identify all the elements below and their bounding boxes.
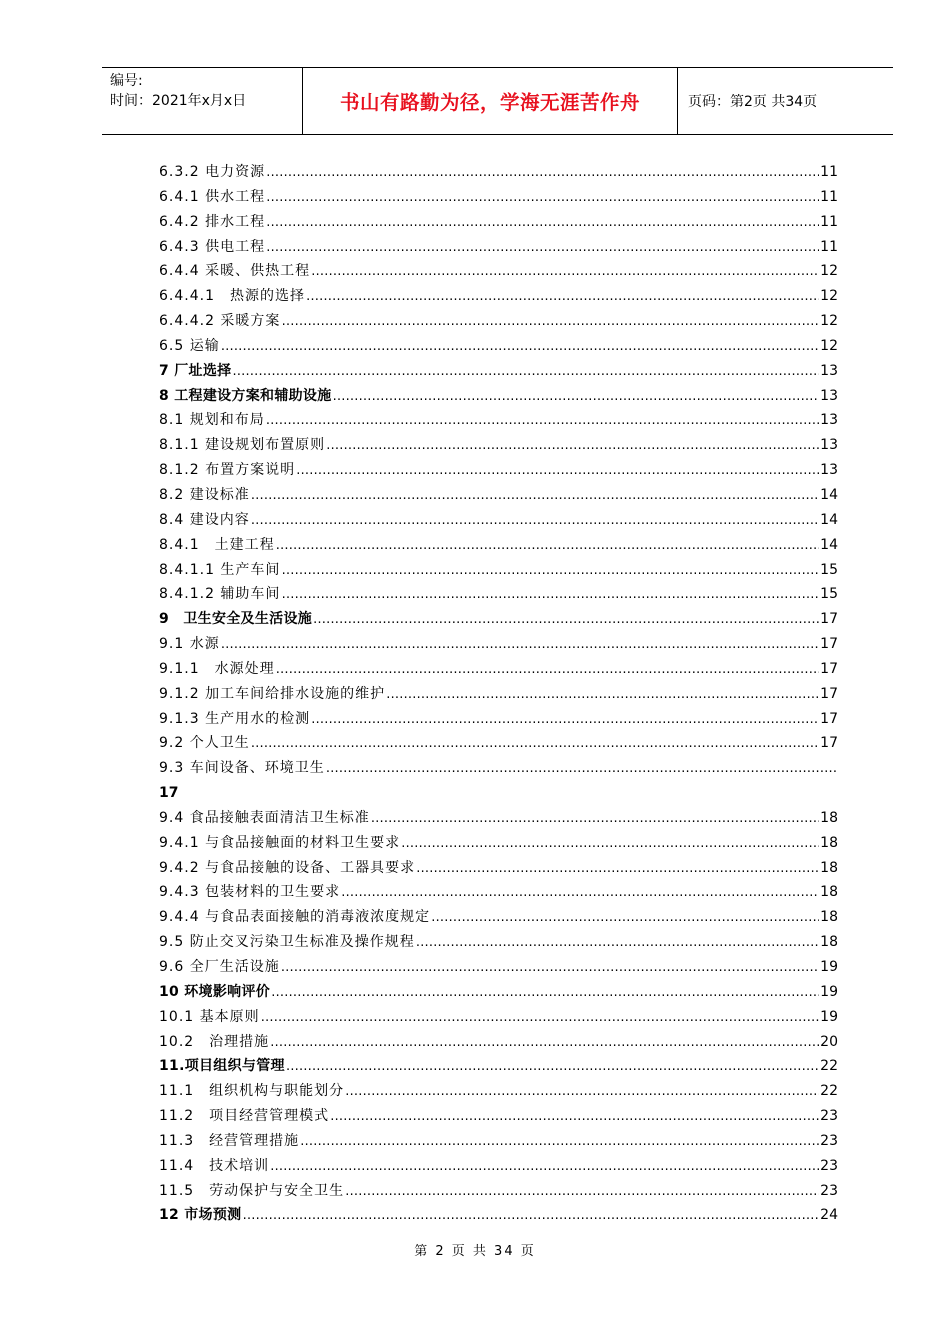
toc-entry-page: 15 xyxy=(820,586,838,603)
toc-entry-page: 20 xyxy=(820,1033,838,1050)
toc-entry-page: 23 xyxy=(820,1182,838,1199)
toc-dot-leader xyxy=(306,285,819,310)
toc-entry[interactable] xyxy=(159,359,838,384)
toc-dot-leader xyxy=(326,434,819,459)
toc-dot-leader xyxy=(232,360,819,385)
toc-entry[interactable] xyxy=(159,334,838,359)
toc-entry-page: 17 xyxy=(820,735,838,752)
toc-entry-page: 12 xyxy=(820,337,838,354)
toc-entry-title: 9.4 食品接触表面清洁卫生标准 xyxy=(159,809,370,826)
toc-dot-leader xyxy=(341,881,819,906)
toc-entry-page: 13 xyxy=(820,412,838,429)
toc-entry-page: 15 xyxy=(820,561,838,578)
toc-entry-page: 18 xyxy=(820,909,838,926)
toc-entry[interactable] xyxy=(159,632,838,657)
toc-dot-leader xyxy=(251,509,819,534)
toc-entry[interactable] xyxy=(159,707,838,732)
toc-entry[interactable] xyxy=(159,160,838,185)
toc-entry[interactable] xyxy=(159,235,838,260)
toc-entry-title: 8.4.1.1 生产车间 xyxy=(159,561,281,578)
toc-entry-page: 23 xyxy=(820,1132,838,1149)
toc-dot-leader xyxy=(326,757,837,782)
toc-entry-title: 9.4.3 包装材料的卫生要求 xyxy=(159,884,341,901)
toc-entry-title: 8.1.1 建设规划布置原则 xyxy=(159,437,326,454)
toc-entry-title: 9.4.2 与食品接触的设备、工器具要求 xyxy=(159,859,416,876)
toc-entry-title: 6.4.4.1 热源的选择 xyxy=(159,288,305,305)
toc-entry[interactable] xyxy=(159,905,838,930)
toc-dot-leader xyxy=(330,1105,819,1130)
toc-dot-leader xyxy=(270,1155,819,1180)
toc-entry[interactable] xyxy=(159,657,838,682)
toc-entry-page: 18 xyxy=(820,834,838,851)
toc-entry[interactable] xyxy=(159,880,838,905)
toc-entry[interactable] xyxy=(159,558,838,583)
toc-dot-leader xyxy=(266,236,819,261)
toc-entry[interactable] xyxy=(159,1054,838,1079)
toc-entry-title: 8.2 建设标准 xyxy=(159,486,250,503)
toc-entry-title: 9.1.2 加工车间给排水设施的维护 xyxy=(159,685,386,702)
toc-entry[interactable] xyxy=(159,384,838,409)
toc-entry-page: 12 xyxy=(820,313,838,330)
toc-entry-page: 22 xyxy=(820,1083,838,1100)
toc-entry[interactable] xyxy=(159,483,838,508)
toc-entry[interactable] xyxy=(159,433,838,458)
toc-entry-title: 11.项目组织与管理 xyxy=(159,1058,285,1075)
toc-dot-leader xyxy=(276,658,820,683)
toc-entry-page: 23 xyxy=(820,1157,838,1174)
toc-entry-title: 6.3.2 电力资源 xyxy=(159,164,266,180)
toc-entry-title: 9.4.4 与食品表面接触的消毒液浓度规定 xyxy=(159,909,431,926)
toc-dot-leader xyxy=(266,409,819,434)
toc-entry-title: 9.3 车间设备、环境卫生 xyxy=(159,760,325,777)
toc-dot-leader xyxy=(242,1204,819,1229)
toc-entry-page: 12 xyxy=(820,288,838,305)
toc-entry-title: 9 卫生安全及生活设施 xyxy=(159,611,313,628)
toc-entry[interactable] xyxy=(159,682,838,707)
toc-entry[interactable] xyxy=(159,930,838,955)
toc-entry-page: 13 xyxy=(820,362,838,379)
toc-entry[interactable] xyxy=(159,781,838,806)
toc-entry-page: 11 xyxy=(820,238,838,255)
toc-dot-leader xyxy=(416,931,819,956)
toc-entry-title: 6.5 运输 xyxy=(159,337,220,354)
toc-entry-page: 11 xyxy=(820,164,838,180)
toc-dot-leader xyxy=(266,161,819,186)
toc-entry[interactable] xyxy=(159,756,838,781)
toc-entry[interactable] xyxy=(159,1154,838,1179)
toc-dot-leader xyxy=(313,608,819,633)
toc-entry-title: 10 环境影响评价 xyxy=(159,983,271,1000)
toc-entry-page: 12 xyxy=(820,263,838,280)
toc-entry-title: 9.1 水源 xyxy=(159,636,220,653)
toc-dot-leader xyxy=(401,832,819,857)
toc-dot-leader xyxy=(333,385,820,410)
toc-entry-title: 10.2 治理措施 xyxy=(159,1033,270,1050)
toc-entry-title: 11.2 项目经营管理模式 xyxy=(159,1108,330,1125)
toc-entry-page: 18 xyxy=(820,884,838,901)
toc-dot-leader xyxy=(296,459,819,484)
toc-entry[interactable] xyxy=(159,831,838,856)
document-header xyxy=(102,67,893,135)
toc-entry-page: 13 xyxy=(820,387,838,404)
toc-entry-page: 11 xyxy=(820,188,838,205)
toc-entry-title: 7 厂址选择 xyxy=(159,362,232,379)
toc-entry[interactable] xyxy=(159,1179,838,1204)
toc-dot-leader xyxy=(270,1031,819,1056)
toc-dot-leader xyxy=(276,534,820,559)
toc-entry-page: 14 xyxy=(820,536,838,553)
toc-entry[interactable] xyxy=(159,980,838,1005)
toc-entry-page: 19 xyxy=(820,983,838,1000)
toc-entry-title: 6.4.4 采暖、供热工程 xyxy=(159,263,311,280)
toc-dot-leader xyxy=(345,1180,819,1205)
time-label: 时间：2021年x月x日 xyxy=(110,93,247,109)
toc-dot-leader xyxy=(281,583,819,608)
toc-entry-title: 6.4.4.2 采暖方案 xyxy=(159,313,281,330)
toc-entry-title: 6.4.3 供电工程 xyxy=(159,238,266,255)
toc-entry-page: 17 xyxy=(820,710,838,727)
toc-entry[interactable] xyxy=(159,259,838,284)
toc-entry-page: 19 xyxy=(820,1008,838,1025)
toc-entry-title: 8.1.2 布置方案说明 xyxy=(159,462,296,479)
toc-entry-title: 6.4.2 排水工程 xyxy=(159,213,266,230)
toc-entry[interactable] xyxy=(159,284,838,309)
toc-entry-page: 17 xyxy=(820,636,838,653)
toc-dot-leader xyxy=(281,310,819,335)
toc-dot-leader xyxy=(345,1080,819,1105)
toc-entry-title: 6.4.1 供水工程 xyxy=(159,188,266,205)
header-motto: 书山有路勤为径，学海无涯苦作舟 xyxy=(303,68,678,134)
toc-entry[interactable] xyxy=(159,210,838,235)
toc-dot-leader xyxy=(300,1130,819,1155)
toc-entry-title: 11.4 技术培训 xyxy=(159,1157,270,1174)
toc-entry-title: 8.4 建设内容 xyxy=(159,511,250,528)
toc-dot-leader xyxy=(221,633,819,658)
toc-entry[interactable] xyxy=(159,1203,838,1228)
toc-entry[interactable] xyxy=(159,458,838,483)
toc-entry-title: 11.1 组织机构与职能划分 xyxy=(159,1083,345,1100)
toc-entry[interactable] xyxy=(159,1030,838,1055)
toc-entry[interactable] xyxy=(159,1005,838,1030)
toc-dot-leader xyxy=(251,732,819,757)
toc-dot-leader xyxy=(386,683,819,708)
toc-entry-title: 9.5 防止交叉污染卫生标准及操作规程 xyxy=(159,934,415,951)
toc-entry-title: 8 工程建设方案和辅助设施 xyxy=(159,387,332,404)
toc-entry-title: 9.1.1 水源处理 xyxy=(159,660,275,677)
toc-entry[interactable] xyxy=(159,309,838,334)
toc-dot-leader xyxy=(431,906,819,931)
toc-dot-leader xyxy=(281,559,819,584)
toc-dot-leader xyxy=(371,807,819,832)
toc-entry[interactable] xyxy=(159,533,838,558)
toc-entry-page: 14 xyxy=(820,511,838,528)
toc-entry[interactable] xyxy=(159,1129,838,1154)
toc-dot-leader xyxy=(261,1006,820,1031)
toc-entry-page: 18 xyxy=(820,859,838,876)
toc-entry-title: 9.1.3 生产用水的检测 xyxy=(159,710,311,727)
toc-entry-title: 11.3 经营管理措施 xyxy=(159,1132,300,1149)
toc-entry-page: 17 xyxy=(820,660,838,677)
toc-entry[interactable] xyxy=(159,1079,838,1104)
toc-entry[interactable] xyxy=(159,508,838,533)
toc-dot-leader xyxy=(311,260,819,285)
toc-dot-leader xyxy=(266,186,819,211)
toc-entry-page: 13 xyxy=(820,437,838,454)
toc-entry-title: 11.5 劳动保护与安全卫生 xyxy=(159,1182,345,1199)
toc-entry[interactable] xyxy=(159,582,838,607)
toc-dot-leader xyxy=(286,1055,819,1080)
toc-entry-page: 24 xyxy=(820,1207,838,1224)
toc-entry[interactable] xyxy=(159,408,838,433)
toc-entry-page: 18 xyxy=(820,809,838,826)
toc-dot-leader xyxy=(311,708,819,733)
toc-entry[interactable] xyxy=(159,607,838,632)
toc-entry-page: 13 xyxy=(820,462,838,479)
toc-entry[interactable] xyxy=(159,185,838,210)
toc-dot-leader xyxy=(266,211,819,236)
header-page-info: 页码：第2页 共34页 xyxy=(688,94,818,110)
page-footer: 第 2 页 共 34 页 xyxy=(414,1244,536,1259)
toc-entry-title: 17 xyxy=(159,785,179,802)
toc-entry-page: 18 xyxy=(820,934,838,951)
toc-entry-page: 17 xyxy=(820,611,838,628)
table-of-contents xyxy=(159,160,838,1228)
toc-entry[interactable] xyxy=(159,731,838,756)
toc-entry[interactable] xyxy=(159,806,838,831)
toc-entry-page: 23 xyxy=(820,1108,838,1125)
toc-entry[interactable] xyxy=(159,856,838,881)
toc-entry-page: 14 xyxy=(820,486,838,503)
header-meta xyxy=(102,68,303,134)
toc-entry-page: 11 xyxy=(820,213,838,230)
toc-entry-page: 17 xyxy=(820,685,838,702)
number-label: 编号: xyxy=(110,73,143,89)
toc-entry[interactable] xyxy=(159,1104,838,1129)
toc-dot-leader xyxy=(221,335,819,360)
toc-dot-leader xyxy=(416,857,819,882)
toc-entry-title: 9.4.1 与食品接触面的材料卫生要求 xyxy=(159,834,401,851)
toc-entry-title: 8.1 规划和布局 xyxy=(159,412,265,429)
toc-dot-leader xyxy=(281,956,819,981)
toc-entry-title: 9.6 全厂生活设施 xyxy=(159,959,280,975)
toc-entry[interactable] xyxy=(159,955,838,980)
toc-entry-title: 8.4.1 土建工程 xyxy=(159,536,275,553)
toc-entry-title: 12 市场预测 xyxy=(159,1207,242,1224)
toc-entry-page: 19 xyxy=(820,959,838,975)
toc-entry-page: 22 xyxy=(820,1058,838,1075)
toc-dot-leader xyxy=(271,981,819,1006)
toc-entry-title: 10.1 基本原则 xyxy=(159,1008,260,1025)
toc-entry-title: 8.4.1.2 辅助车间 xyxy=(159,586,281,603)
toc-dot-leader xyxy=(251,484,819,509)
toc-entry-title: 9.2 个人卫生 xyxy=(159,735,250,752)
